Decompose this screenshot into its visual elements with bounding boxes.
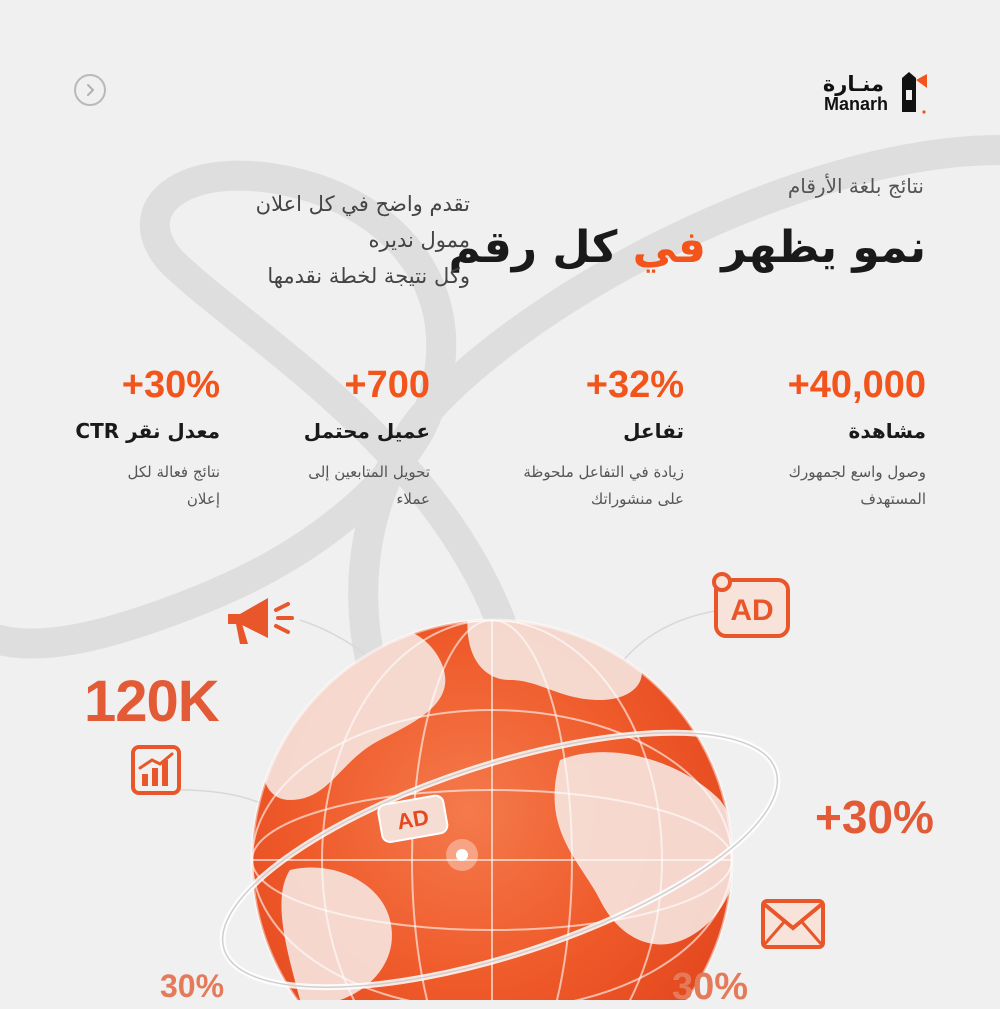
headline-part-2: كل رقم <box>448 222 633 273</box>
stat-description <box>726 459 926 513</box>
stat-description <box>484 459 684 513</box>
floating-stat-bottom-right: 30% <box>672 966 749 1008</box>
page-title <box>448 222 926 273</box>
stat-value: +32% <box>585 364 684 406</box>
stat-views <box>726 364 926 513</box>
stat-desc-line-2: إعلان <box>186 490 220 508</box>
logo-text-english: Manarh <box>823 94 888 114</box>
floating-stat-bottom-left: 30% <box>160 968 225 1004</box>
envelope-icon <box>760 898 826 950</box>
stat-desc-line-1: نتائج فعالة لكل <box>127 463 220 481</box>
floating-stat-120k: 120K <box>84 669 219 734</box>
ad-badge-icon <box>708 570 794 640</box>
stat-label: مشاهدة <box>848 419 926 443</box>
stat-desc-line-1: زيادة في التفاعل ملحوظة <box>523 463 684 481</box>
stat-desc-line-2: على منشوراتك <box>590 490 684 508</box>
ad-badge-text: AD <box>730 594 774 627</box>
bar-chart-icon <box>130 744 182 796</box>
stat-engagement <box>484 364 684 513</box>
stat-description <box>230 459 430 513</box>
headline-part-1: نمو يظهر <box>705 222 926 273</box>
logo-text-arabic: منـارة <box>822 72 884 96</box>
lighthouse-logo-icon <box>894 72 928 114</box>
brand-logo <box>808 72 928 118</box>
chevron-right-icon <box>83 83 97 97</box>
stat-desc-line-1: وصول واسع لجمهورك <box>788 463 926 481</box>
stat-value: +30% <box>121 364 220 406</box>
stat-value: +700 <box>344 364 430 406</box>
next-button[interactable] <box>74 74 106 106</box>
stat-value: +40,000 <box>787 364 926 406</box>
stat-ctr <box>20 364 220 513</box>
globe-icon <box>252 597 737 1000</box>
stat-description <box>20 459 220 513</box>
intro-line-1: تقدم واضح في كل اعلان ممول نديره <box>255 192 470 252</box>
stat-desc-line-1: تحويل المتابعين إلى <box>308 463 430 481</box>
intro-text <box>200 186 470 294</box>
intro-line-2: وكل نتيجة لخطة نقدمها <box>267 264 470 288</box>
headline-accent: في <box>632 222 706 273</box>
stat-label: عميل محتمل <box>303 419 430 443</box>
megaphone-icon <box>222 592 300 654</box>
stat-desc-line-2: عملاء <box>396 490 430 508</box>
eyebrow-text: نتائج بلغة الأرقام <box>787 174 924 198</box>
floating-stat-right: +30% <box>815 791 934 843</box>
stat-label: تفاعل <box>623 419 684 443</box>
globe-ad-text: AD <box>395 804 431 835</box>
stat-leads <box>230 364 430 513</box>
stat-desc-line-2: المستهدف <box>860 490 926 508</box>
stat-label: معدل نقر CTR <box>75 419 220 443</box>
